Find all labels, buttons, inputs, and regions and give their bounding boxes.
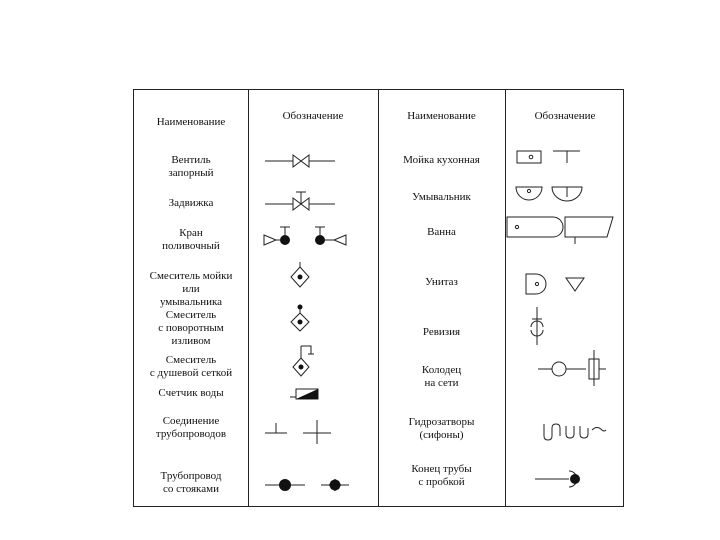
water-meter-icon <box>290 385 322 401</box>
row-name-water-meter: Счетчик воды <box>158 387 224 399</box>
row-name-watering-tap: Кран поливочный <box>162 227 220 252</box>
pipe-end-plug-icon <box>535 468 587 490</box>
inspection-icon <box>524 307 550 347</box>
column-divider <box>378 90 379 506</box>
row-name-siphon: Гидрозатворы (сифоны) <box>408 416 475 441</box>
siphon-icon <box>542 420 612 444</box>
watering-tap-icon <box>262 225 352 251</box>
sink-mixer-icon <box>289 262 313 296</box>
row-name-inspection: Ревизия <box>422 326 461 338</box>
row-name-pipe-end-plug: Конец трубы с пробкой <box>411 463 472 488</box>
row-name-gate-valve: Задвижка <box>168 197 214 209</box>
shutoff-valve-icon <box>265 151 337 171</box>
header-name-left: Наименование <box>156 116 226 128</box>
row-name-bathtub: Ванна <box>427 226 456 238</box>
kitchen-sink-icon <box>514 146 584 170</box>
column-divider <box>248 90 249 506</box>
manhole-icon <box>538 350 608 390</box>
bathtub-icon <box>505 212 617 246</box>
gate-valve-icon <box>265 190 337 214</box>
swivel-spout-mixer-icon <box>289 303 313 337</box>
header-symbol-right: Обозначение <box>534 110 596 122</box>
row-name-sink-mixer: Смеситель мойки или умывальника <box>149 270 233 308</box>
header-name-right: Наименование <box>407 110 476 122</box>
column-divider <box>505 90 506 506</box>
toilet-icon <box>524 272 590 298</box>
header-symbol-left: Обозначение <box>282 110 344 122</box>
row-name-riser-pipeline: Трубопровод со стояками <box>160 470 222 495</box>
pipe-connection-icon <box>265 420 335 444</box>
row-name-pipe-connection: Соединение трубопроводов <box>155 415 227 440</box>
shower-mixer-icon <box>291 344 319 386</box>
row-name-toilet: Унитаз <box>425 276 458 288</box>
row-name-washbasin: Умывальник <box>412 191 471 203</box>
riser-pipeline-icon <box>265 477 355 493</box>
row-name-shutoff-valve: Вентиль запорный <box>168 154 214 179</box>
washbasin-icon <box>514 183 584 209</box>
row-name-manhole: Колодец на сети <box>421 364 462 389</box>
row-name-kitchen-sink: Мойка кухонная <box>403 154 480 166</box>
row-name-swivel-mixer: Смеситель с поворотным изливом <box>158 309 224 347</box>
row-name-shower-mixer: Смеситель с душевой сеткой <box>149 354 233 379</box>
